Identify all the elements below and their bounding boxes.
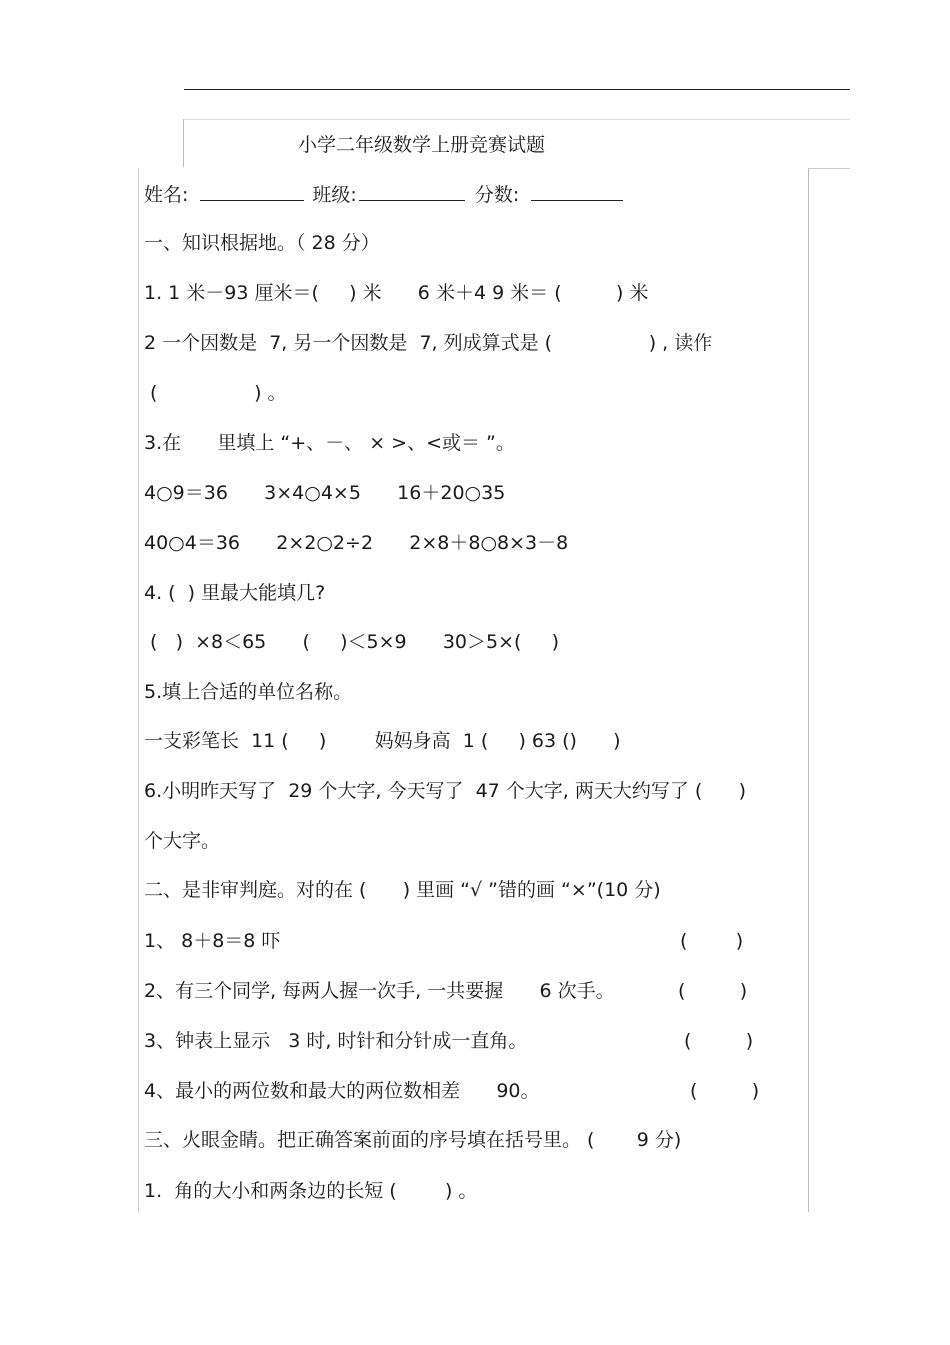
question-5: 5.填上合适的单位名称。 <box>144 681 353 703</box>
page-title: 小学二年级数学上册竞赛试题 <box>298 134 546 156</box>
frame-border <box>808 168 809 1212</box>
section-heading: 二、是非审判庭。对的在 ( ) 里画 “√ ”错的画 “×”(10 分) <box>144 879 661 901</box>
question-3: 3.在 里填上 “+、－、 × >、<或＝ ”。 <box>144 432 515 454</box>
frame-border <box>808 168 850 169</box>
question-2: 2 一个因数是 7, 另一个因数是 7, 列成算式是 ( ) , 读作 <box>144 332 713 354</box>
student-info-row <box>144 180 623 208</box>
frame-border <box>138 168 139 1212</box>
question-4-row: ( ) ×8＜65 ( )＜5×9 30＞5×( ) <box>144 631 560 653</box>
section-heading: 三、火眼金睛。把正确答案前面的序号填在括号里。 ( 9 分) <box>144 1129 682 1151</box>
class-label: 班级: <box>312 184 357 206</box>
answer-paren: ( ) <box>678 980 748 1002</box>
question-6-cont: 个大字。 <box>144 830 221 852</box>
question-1: 1. 1 米－93 厘米＝( ) 米 6 米＋4 9 米＝ ( ) 米 <box>144 282 649 304</box>
question-6: 6.小明昨天写了 29 个大字, 今天写了 47 个大字, 两天大约写了 ( ) <box>144 780 746 802</box>
question-5-row: 一支彩笔长 11 ( ) 妈妈身高 1 ( ) 63 () ) <box>144 730 621 752</box>
answer-paren: ( ) <box>690 1080 760 1102</box>
answer-paren: ( ) <box>684 1030 754 1052</box>
judge-item: 1、 8＋8＝8 吓 <box>144 930 281 952</box>
frame-border <box>183 119 184 167</box>
name-label: 姓名: <box>144 184 189 206</box>
question-1: 1. 角的大小和两条边的长短 ( ) 。 <box>144 1180 478 1202</box>
question-3-row: 4○9＝36 3×4○4×5 16＋20○35 <box>144 482 506 504</box>
class-blank <box>359 180 465 201</box>
top-rule <box>184 89 850 90</box>
name-blank <box>200 180 304 201</box>
answer-paren: ( ) <box>680 930 744 952</box>
score-blank <box>531 180 623 201</box>
frame-border <box>183 119 850 120</box>
section-heading: 一、知识根据地。（ 28 分） <box>144 232 380 254</box>
question-2-cont: ( ) 。 <box>144 382 287 404</box>
question-3-row: 40○4＝36 2×2○2÷2 2×8＋8○8×3－8 <box>144 532 569 554</box>
question-4: 4. ( ) 里最大能填几? <box>144 582 326 604</box>
judge-item: 4、最小的两位数和最大的两位数相差 90。 <box>144 1080 540 1102</box>
judge-item: 3、钟表上显示 3 时, 时针和分针成一直角。 <box>144 1030 528 1052</box>
score-label: 分数: <box>474 184 520 206</box>
judge-item: 2、有三个同学, 每两人握一次手, 一共要握 6 次手。 <box>144 980 615 1002</box>
